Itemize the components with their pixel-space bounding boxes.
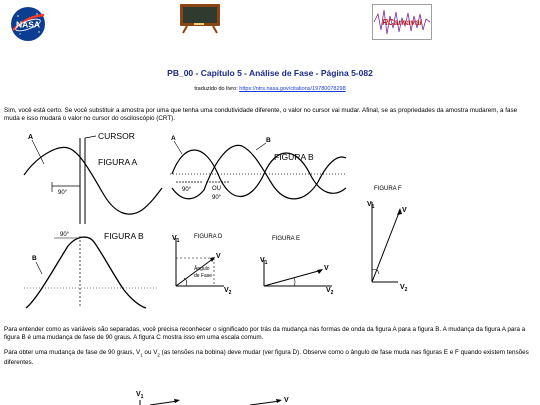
intro-paragraph: Sim, você está certo. Se você substituir a amostra por uma que tenha uma condutividade diferente, o valor no cursor vai mudar. Afinal, se as propriedades da amostra mudarem, a fase muda e isso mudará o valor no cursor do osciloscópio (CRT). (4, 107, 518, 122)
figure-b-bottom (18, 228, 178, 312)
svg-text:RCarnaval: RCarnaval (382, 18, 422, 27)
svg-text:V2: $V_2$ (224, 287, 232, 296)
paragraph-2: Para obter uma mudança de fase de 90 graus, $V_1$ ou $V_2$ (as tensões na bobina) deve mudar (ver figura D). Observe como o ângulo de fase muda nas figuras E e F quando existem tensões diferentes. (4, 349, 529, 366)
figure-bottom-partial (130, 388, 300, 405)
svg-text:de Fase: de Fase (194, 273, 213, 279)
rc-logo (372, 4, 432, 40)
svg-text:V: V (324, 265, 329, 272)
figure-a (18, 130, 166, 226)
svg-text:90°: 90° (182, 187, 192, 193)
figure-b-top (168, 132, 348, 204)
svg-text:B: B (32, 255, 37, 262)
svg-text:V1: $V_1$ (136, 391, 144, 400)
svg-text:V: V (284, 397, 289, 404)
svg-text:90°: 90° (60, 232, 70, 238)
svg-text:A: A (171, 135, 176, 142)
curve-a-label: A (28, 134, 34, 141)
chalkboard-icon (178, 2, 222, 34)
cursor-label: CURSOR (98, 131, 135, 141)
svg-text:90°: 90° (212, 195, 222, 201)
nasa-logo (10, 6, 46, 42)
svg-text:V: V (402, 207, 407, 214)
svg-text:V1: $V_1$ (367, 201, 375, 210)
figure-e (254, 232, 346, 294)
svg-text:V1: $V_1$ (172, 235, 180, 244)
figure-d (168, 228, 248, 296)
figura-f-label: FIGURA F (374, 186, 402, 192)
source-link[interactable]: https://ntrs.nasa.gov/citations/19780078298 (239, 86, 346, 92)
subtitle: traduzido do livro: https://ntrs.nasa.gov/citations/19780078298 (194, 86, 346, 92)
figura-a-label: FIGURA A (98, 157, 138, 167)
figure-f (362, 182, 422, 294)
svg-text:V2: $V_2$ (400, 284, 408, 293)
page-title: PB_00 - Capítulo 5 - Análise de Fase - Página 5-082 (167, 68, 373, 78)
svg-text:OU: OU (212, 186, 221, 192)
figura-d-label: FIGURA D (194, 234, 223, 240)
svg-text:V2: $V_2$ (326, 287, 334, 294)
figura-b-top-label: FIGURA B (274, 152, 314, 162)
figura-b-bottom-label: FIGURA B (104, 231, 144, 241)
svg-text:B: B (266, 137, 271, 144)
svg-text:Ângulo: Ângulo (194, 266, 210, 272)
svg-text:V: V (216, 253, 221, 260)
svg-text:V1: $V_1$ (260, 257, 268, 266)
figura-e-label: FIGURA E (272, 236, 301, 242)
paragraph-1: Para entender como as variáveis são separadas, você precisa reconhecer o significado por trás da mudança nas formas de onda da figura A para a figura B. A mudança da figura A para a figura B é uma mudança de fase de 90 graus. A figura C mostra isso em uma escala comum. (4, 326, 526, 341)
svg-text:NASA: NASA (15, 19, 41, 30)
angle-label: 90° (58, 190, 68, 196)
